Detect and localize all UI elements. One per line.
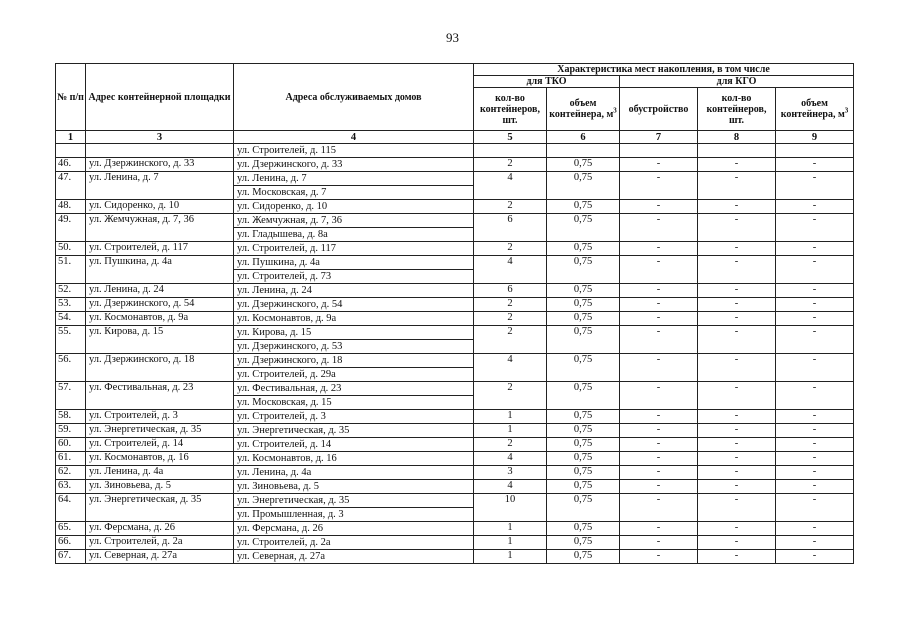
table-row	[56, 326, 854, 354]
tko-container-count: 10	[474, 494, 547, 522]
kgo-container-count: -	[698, 494, 776, 522]
row-number: 61.	[56, 452, 86, 466]
table-row	[56, 242, 854, 256]
row-number: 58.	[56, 410, 86, 424]
table-row	[56, 410, 854, 424]
kgo-container-volume: -	[776, 480, 854, 494]
kgo-container-count: -	[698, 312, 776, 326]
served-houses	[234, 466, 474, 480]
kgo-container-count: -	[698, 326, 776, 354]
kgo-equipment: -	[620, 438, 698, 452]
house-address: ул. Ленина, д. 24	[237, 285, 312, 296]
kgo-container-volume: -	[776, 522, 854, 536]
house-address: ул. Зиновьева, д. 5	[237, 481, 320, 492]
row-number	[56, 144, 86, 158]
table-row	[56, 536, 854, 550]
kgo-equipment: -	[620, 466, 698, 480]
kgo-container-volume: -	[776, 312, 854, 326]
tko-container-count: 4	[474, 480, 547, 494]
kgo-container-count: -	[698, 284, 776, 298]
kgo-container-volume	[776, 144, 854, 158]
header-tko-volume	[547, 88, 620, 131]
house-address: ул. Дзержинского, д. 53	[234, 339, 473, 353]
site-address: ул. Строителей, д. 117	[86, 242, 234, 256]
house-address: ул. Дзержинского, д. 33	[237, 159, 343, 170]
served-houses	[234, 256, 474, 284]
table-row	[56, 144, 854, 158]
kgo-container-volume: -	[776, 452, 854, 466]
kgo-container-volume: -	[776, 242, 854, 256]
row-number: 54.	[56, 312, 86, 326]
page-number: 93	[446, 30, 459, 45]
kgo-equipment: -	[620, 480, 698, 494]
volume-label: объем контейнера, м	[780, 98, 845, 120]
kgo-equipment: -	[620, 536, 698, 550]
kgo-container-volume: -	[776, 466, 854, 480]
site-address	[86, 144, 234, 158]
row-number: 51.	[56, 256, 86, 284]
table-row	[56, 172, 854, 200]
tko-container-count: 1	[474, 522, 547, 536]
kgo-equipment: -	[620, 354, 698, 382]
volume-label: объем контейнера, м	[549, 98, 614, 120]
kgo-container-count: -	[698, 536, 776, 550]
table-row	[56, 382, 854, 410]
tko-container-volume: 0,75	[547, 298, 620, 312]
site-address: ул. Энергетическая, д. 35	[86, 424, 234, 438]
row-number: 50.	[56, 242, 86, 256]
table-row	[56, 354, 854, 382]
served-houses	[234, 242, 474, 256]
served-houses	[234, 494, 474, 522]
served-houses	[234, 298, 474, 312]
row-number: 47.	[56, 172, 86, 200]
house-address: ул. Строителей, д. 3	[237, 411, 326, 422]
kgo-container-count: -	[698, 214, 776, 242]
kgo-container-volume: -	[776, 200, 854, 214]
house-address: ул. Гладышева, д. 8а	[234, 227, 473, 241]
tko-container-count: 4	[474, 354, 547, 382]
kgo-container-count: -	[698, 354, 776, 382]
house-address: ул. Космонавтов, д. 9а	[237, 313, 337, 324]
header-kgo: для КГО	[620, 76, 854, 88]
column-number: 4	[234, 131, 474, 144]
kgo-container-volume: -	[776, 438, 854, 452]
house-address: ул. Энергетическая, д. 35	[237, 495, 350, 506]
table-row	[56, 284, 854, 298]
header-address: Адрес контейнерной площадки	[86, 64, 234, 131]
house-address: ул. Энергетическая, д. 35	[237, 425, 350, 436]
column-number: 6	[547, 131, 620, 144]
tko-container-count: 2	[474, 200, 547, 214]
kgo-container-volume: -	[776, 354, 854, 382]
served-houses	[234, 326, 474, 354]
served-houses	[234, 354, 474, 382]
kgo-container-count: -	[698, 200, 776, 214]
row-number: 56.	[56, 354, 86, 382]
house-address: ул. Космонавтов, д. 16	[237, 453, 337, 464]
kgo-container-volume: -	[776, 172, 854, 200]
tko-container-count: 1	[474, 424, 547, 438]
kgo-equipment: -	[620, 312, 698, 326]
kgo-equipment: -	[620, 284, 698, 298]
house-address: ул. Северная, д. 27а	[237, 551, 325, 562]
served-houses	[234, 410, 474, 424]
column-number: 9	[776, 131, 854, 144]
tko-container-volume: 0,75	[547, 312, 620, 326]
kgo-equipment: -	[620, 452, 698, 466]
kgo-equipment	[620, 144, 698, 158]
house-address: ул. Сидоренко, д. 10	[237, 201, 328, 212]
served-houses	[234, 382, 474, 410]
served-houses	[234, 536, 474, 550]
column-number: 7	[620, 131, 698, 144]
site-address: ул. Сидоренко, д. 10	[86, 200, 234, 214]
kgo-container-volume: -	[776, 410, 854, 424]
site-address: ул. Строителей, д. 14	[86, 438, 234, 452]
kgo-container-volume: -	[776, 536, 854, 550]
kgo-equipment: -	[620, 382, 698, 410]
site-address: ул. Жемчужная, д. 7, 36	[86, 214, 234, 242]
header-tko: для ТКО	[474, 76, 620, 88]
kgo-container-volume: -	[776, 298, 854, 312]
house-address: ул. Дзержинского, д. 54	[237, 299, 343, 310]
site-address: ул. Дзержинского, д. 33	[86, 158, 234, 172]
tko-container-count: 1	[474, 550, 547, 564]
kgo-container-count: -	[698, 172, 776, 200]
tko-container-count: 2	[474, 298, 547, 312]
kgo-equipment: -	[620, 494, 698, 522]
house-address: ул. Строителей, д. 2а	[237, 537, 331, 548]
site-address: ул. Ленина, д. 4а	[86, 466, 234, 480]
kgo-container-volume: -	[776, 424, 854, 438]
table-row	[56, 550, 854, 564]
house-address: ул. Кирова, д. 15	[237, 327, 312, 338]
house-address: ул. Строителей, д. 115	[237, 145, 336, 156]
table-row	[56, 480, 854, 494]
kgo-container-volume: -	[776, 382, 854, 410]
kgo-container-count: -	[698, 410, 776, 424]
column-numbers-row	[56, 131, 854, 144]
site-address: ул. Энергетическая, д. 35	[86, 494, 234, 522]
kgo-equipment: -	[620, 214, 698, 242]
served-houses	[234, 452, 474, 466]
tko-container-count: 4	[474, 172, 547, 200]
served-houses	[234, 158, 474, 172]
tko-container-volume: 0,75	[547, 480, 620, 494]
site-address: ул. Космонавтов, д. 9а	[86, 312, 234, 326]
header-equipment: обустройство	[620, 88, 698, 131]
kgo-container-count: -	[698, 382, 776, 410]
kgo-equipment: -	[620, 410, 698, 424]
row-number: 48.	[56, 200, 86, 214]
kgo-equipment: -	[620, 158, 698, 172]
house-address: ул. Московская, д. 7	[234, 185, 473, 199]
kgo-container-count: -	[698, 242, 776, 256]
site-address: ул. Пушкина, д. 4а	[86, 256, 234, 284]
tko-container-volume: 0,75	[547, 466, 620, 480]
house-address: ул. Строителей, д. 29а	[234, 367, 473, 381]
kgo-container-count: -	[698, 438, 776, 452]
kgo-container-count: -	[698, 452, 776, 466]
kgo-container-volume: -	[776, 494, 854, 522]
served-houses	[234, 438, 474, 452]
tko-container-count: 4	[474, 452, 547, 466]
table-row	[56, 438, 854, 452]
tko-container-count	[474, 144, 547, 158]
volume-unit-superscript: 3	[613, 106, 617, 115]
house-address: ул. Московская, д. 15	[234, 395, 473, 409]
kgo-equipment: -	[620, 200, 698, 214]
site-address: ул. Кирова, д. 15	[86, 326, 234, 354]
tko-container-count: 6	[474, 214, 547, 242]
house-address: ул. Строителей, д. 14	[237, 439, 332, 450]
table-row	[56, 214, 854, 242]
row-number: 57.	[56, 382, 86, 410]
served-houses	[234, 214, 474, 242]
table-row	[56, 312, 854, 326]
table-row	[56, 466, 854, 480]
kgo-equipment: -	[620, 298, 698, 312]
kgo-container-count: -	[698, 522, 776, 536]
tko-container-volume: 0,75	[547, 284, 620, 298]
house-address: ул. Строителей, д. 117	[237, 243, 336, 254]
kgo-equipment: -	[620, 242, 698, 256]
table-row	[56, 494, 854, 522]
house-address: ул. Жемчужная, д. 7, 36	[237, 215, 343, 226]
tko-container-count: 1	[474, 536, 547, 550]
tko-container-count: 2	[474, 158, 547, 172]
site-address: ул. Северная, д. 27а	[86, 550, 234, 564]
tko-container-count: 6	[474, 284, 547, 298]
tko-container-volume: 0,75	[547, 550, 620, 564]
house-address: ул. Ленина, д. 7	[237, 173, 307, 184]
served-houses	[234, 284, 474, 298]
tko-container-count: 2	[474, 242, 547, 256]
served-houses	[234, 522, 474, 536]
row-number: 46.	[56, 158, 86, 172]
site-address: ул. Космонавтов, д. 16	[86, 452, 234, 466]
served-houses	[234, 172, 474, 200]
kgo-container-count: -	[698, 550, 776, 564]
tko-container-volume: 0,75	[547, 214, 620, 242]
tko-container-volume: 0,75	[547, 452, 620, 466]
served-houses	[234, 550, 474, 564]
house-address: ул. Пушкина, д. 4а	[237, 257, 320, 268]
row-number: 63.	[56, 480, 86, 494]
tko-container-volume: 0,75	[547, 354, 620, 382]
kgo-container-volume: -	[776, 284, 854, 298]
kgo-equipment: -	[620, 550, 698, 564]
header-kgo-count: кол-во контейнеров, шт.	[698, 88, 776, 131]
table-row	[56, 256, 854, 284]
site-address: ул. Ленина, д. 7	[86, 172, 234, 200]
kgo-container-count: -	[698, 256, 776, 284]
kgo-container-volume: -	[776, 214, 854, 242]
tko-container-count: 3	[474, 466, 547, 480]
header-characteristics: Характеристика мест накопления, в том числе	[474, 64, 854, 76]
kgo-container-volume: -	[776, 158, 854, 172]
kgo-equipment: -	[620, 424, 698, 438]
served-houses	[234, 480, 474, 494]
house-address: ул. Строителей, д. 73	[234, 269, 473, 283]
kgo-equipment: -	[620, 172, 698, 200]
tko-container-volume: 0,75	[547, 326, 620, 354]
table-body	[56, 144, 854, 564]
tko-container-volume: 0,75	[547, 242, 620, 256]
tko-container-count: 2	[474, 326, 547, 354]
site-address: ул. Строителей, д. 3	[86, 410, 234, 424]
tko-container-volume	[547, 144, 620, 158]
house-address: ул. Ленина, д. 4а	[237, 467, 312, 478]
kgo-container-count	[698, 144, 776, 158]
kgo-container-count: -	[698, 298, 776, 312]
row-number: 60.	[56, 438, 86, 452]
site-address: ул. Ферсмана, д. 26	[86, 522, 234, 536]
tko-container-volume: 0,75	[547, 522, 620, 536]
site-address: ул. Дзержинского, д. 18	[86, 354, 234, 382]
house-address: ул. Промышленная, д. 3	[234, 507, 473, 521]
kgo-container-volume: -	[776, 256, 854, 284]
tko-container-volume: 0,75	[547, 256, 620, 284]
tko-container-volume: 0,75	[547, 382, 620, 410]
row-number: 62.	[56, 466, 86, 480]
tko-container-volume: 0,75	[547, 172, 620, 200]
served-houses	[234, 312, 474, 326]
kgo-equipment: -	[620, 256, 698, 284]
kgo-equipment: -	[620, 522, 698, 536]
site-address: ул. Ленина, д. 24	[86, 284, 234, 298]
site-address: ул. Строителей, д. 2а	[86, 536, 234, 550]
kgo-container-count: -	[698, 424, 776, 438]
kgo-container-volume: -	[776, 326, 854, 354]
table-row	[56, 200, 854, 214]
tko-container-volume: 0,75	[547, 494, 620, 522]
header-houses: Адреса обслуживаемых домов	[234, 64, 474, 131]
row-number: 67.	[56, 550, 86, 564]
kgo-container-count: -	[698, 158, 776, 172]
header-num: № п/п	[56, 64, 86, 131]
table-row	[56, 522, 854, 536]
tko-container-volume: 0,75	[547, 424, 620, 438]
volume-unit-superscript: 3	[844, 106, 849, 115]
kgo-container-count: -	[698, 466, 776, 480]
row-number: 59.	[56, 424, 86, 438]
tko-container-count: 2	[474, 312, 547, 326]
column-number: 3	[86, 131, 234, 144]
tko-container-volume: 0,75	[547, 200, 620, 214]
tko-container-count: 2	[474, 438, 547, 452]
row-number: 49.	[56, 214, 86, 242]
served-houses	[234, 200, 474, 214]
container-sites-table	[55, 63, 854, 564]
house-address: ул. Фестивальная, д. 23	[237, 383, 342, 394]
house-address: ул. Дзержинского, д. 18	[237, 355, 343, 366]
tko-container-volume: 0,75	[547, 158, 620, 172]
row-number: 64.	[56, 494, 86, 522]
row-number: 66.	[56, 536, 86, 550]
row-number: 53.	[56, 298, 86, 312]
served-houses	[234, 144, 474, 158]
kgo-container-count: -	[698, 480, 776, 494]
table-row	[56, 452, 854, 466]
kgo-container-volume: -	[776, 550, 854, 564]
site-address: ул. Дзержинского, д. 54	[86, 298, 234, 312]
tko-container-count: 2	[474, 382, 547, 410]
kgo-equipment: -	[620, 326, 698, 354]
row-number: 55.	[56, 326, 86, 354]
table-row	[56, 158, 854, 172]
column-number: 8	[698, 131, 776, 144]
tko-container-volume: 0,75	[547, 536, 620, 550]
column-number: 1	[56, 131, 86, 144]
site-address: ул. Фестивальная, д. 23	[86, 382, 234, 410]
served-houses	[234, 424, 474, 438]
header-kgo-volume	[776, 88, 854, 131]
table-row	[56, 298, 854, 312]
tko-container-volume: 0,75	[547, 438, 620, 452]
row-number: 65.	[56, 522, 86, 536]
tko-container-count: 4	[474, 256, 547, 284]
header-tko-count: кол-во контейнеров, шт.	[474, 88, 547, 131]
column-number: 5	[474, 131, 547, 144]
row-number: 52.	[56, 284, 86, 298]
tko-container-volume: 0,75	[547, 410, 620, 424]
house-address: ул. Ферсмана, д. 26	[237, 523, 323, 534]
tko-container-count: 1	[474, 410, 547, 424]
table-row	[56, 424, 854, 438]
site-address: ул. Зиновьева, д. 5	[86, 480, 234, 494]
